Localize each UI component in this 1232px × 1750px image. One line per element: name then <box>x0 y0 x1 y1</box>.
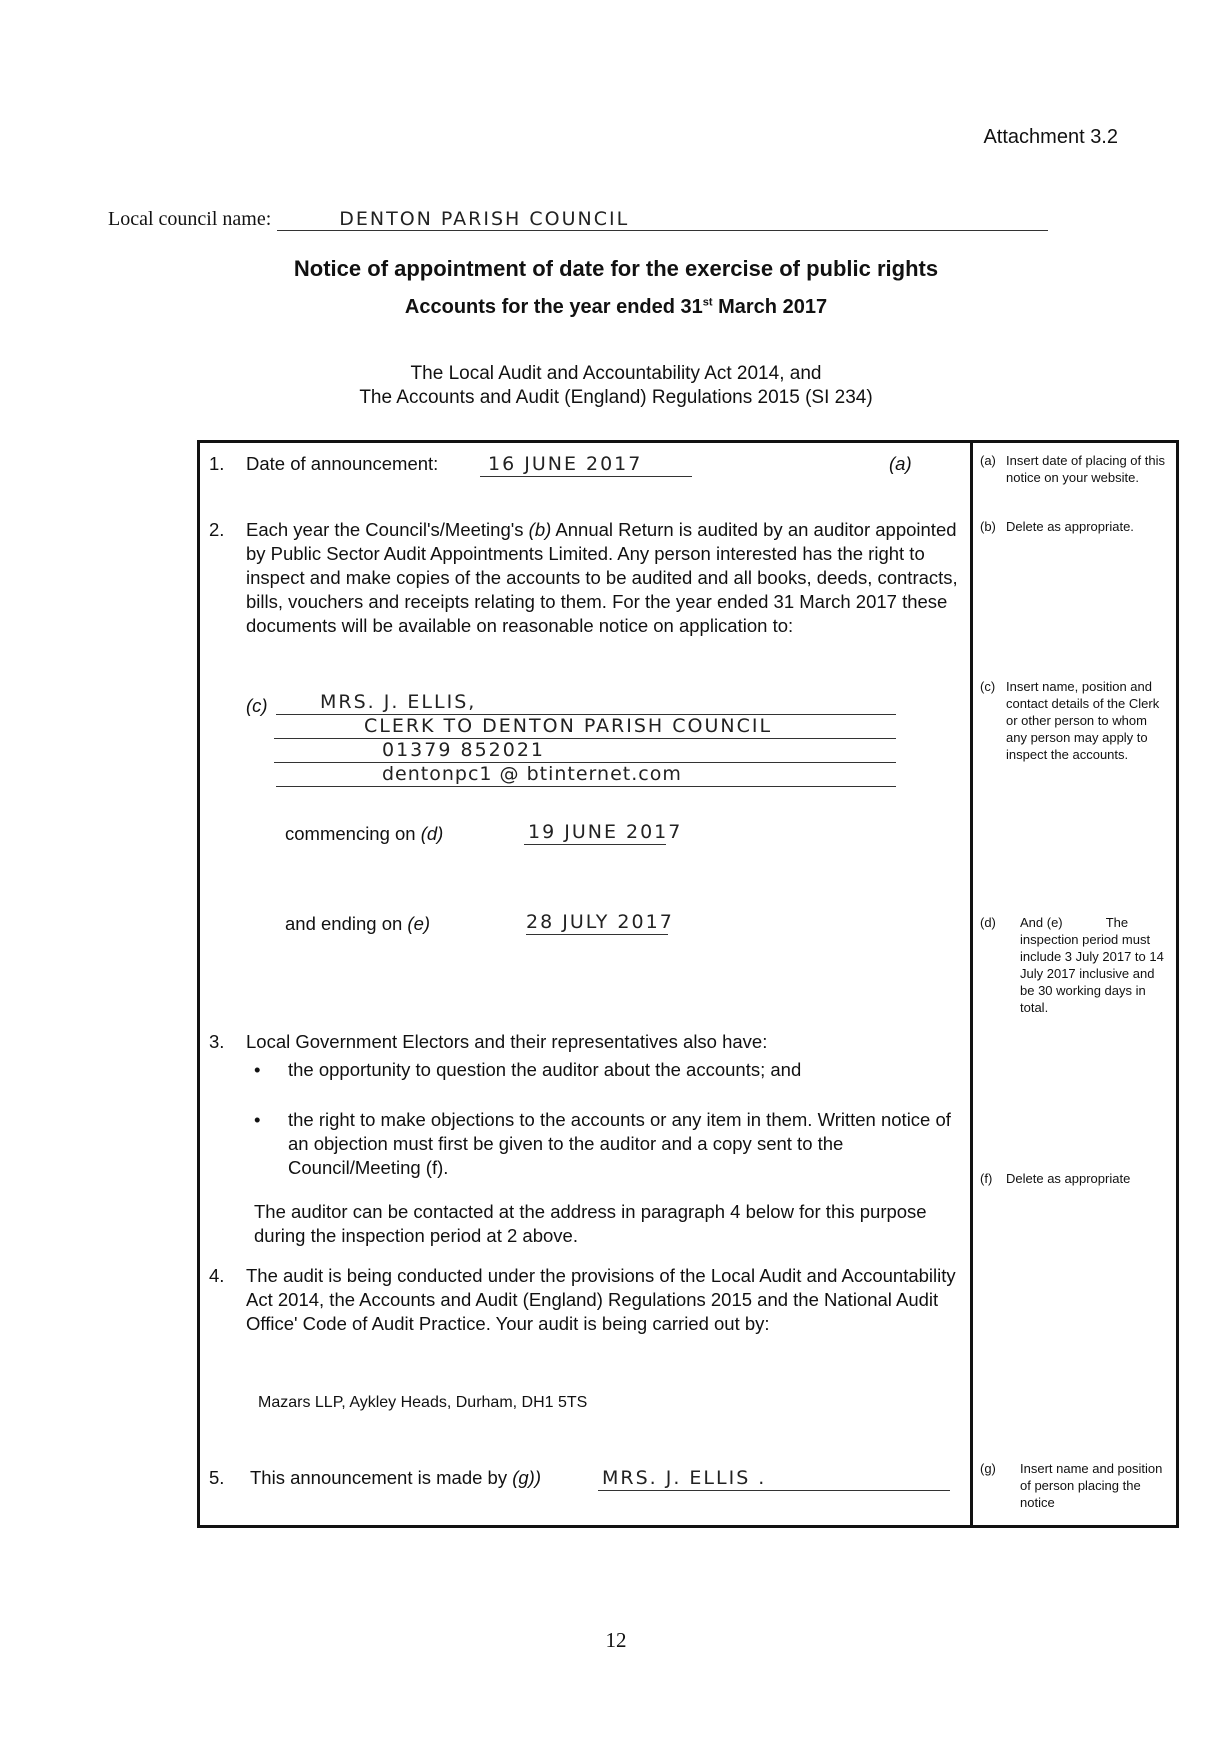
note-b-text: Delete as appropriate. <box>1006 519 1134 534</box>
note-d <box>980 914 1170 1016</box>
note-f-label: (f) <box>980 1171 993 1186</box>
note-f-text: Delete as appropriate <box>1006 1171 1131 1186</box>
section-2-text-pre: Each year the Council's/Meeting's <box>246 519 529 540</box>
note-c <box>980 678 1170 763</box>
note-d-label: (d) <box>980 915 996 930</box>
note-d-text: And (e) The inspection period must include 3 July 2017 to 14 July 2017 inclusive and be 30 working days in total. <box>1020 915 1168 1015</box>
commencing-label-text: commencing on <box>285 823 421 844</box>
note-c-label: (c) <box>980 679 996 694</box>
section-4-number: 4. <box>209 1265 225 1286</box>
contact-line-3-value: 01379 852021 <box>382 739 546 761</box>
section-3-number: 3. <box>209 1031 225 1052</box>
announcement-date-field[interactable] <box>480 452 692 477</box>
commencing-date-field[interactable] <box>524 818 683 845</box>
attachment-label: Attachment 3.2 <box>983 126 1118 148</box>
note-b-label: (b) <box>980 519 996 534</box>
subtitle-prefix: Accounts for the year ended 31 <box>404 296 703 318</box>
section-5-label-text: This announcement is made by <box>250 1467 513 1488</box>
bullet-icon: • <box>254 1109 261 1130</box>
council-name-label: Local council name: <box>108 208 272 230</box>
commencing-date-value: 19 JUNE 2017 <box>528 821 683 843</box>
council-name-value: DENTON PARISH COUNCIL <box>339 208 630 230</box>
bullet-icon: • <box>254 1059 261 1080</box>
note-b <box>980 518 1170 535</box>
announcement-by-field[interactable] <box>598 1464 950 1491</box>
ending-date-value: 28 JULY 2017 <box>526 911 674 933</box>
contact-line-3[interactable] <box>274 736 896 763</box>
announcement-by-value: MRS. J. ELLIS . <box>602 1467 767 1489</box>
section-5-label <box>250 1466 541 1490</box>
section-3-intro: Local Government Electors and their representatives also have: <box>246 1031 768 1052</box>
section-3-bullet-1: the opportunity to question the auditor about the accounts; and <box>288 1059 802 1080</box>
contact-line-4-value: dentonpc1 @ btinternet.com <box>382 763 682 785</box>
ending-label <box>285 912 430 936</box>
subtitle-suffix: March 2017 <box>712 296 828 318</box>
contact-marker: (c) <box>246 695 268 716</box>
section-2-text-post: Annual Return is audited by an auditor appointed by Public Sector Audit Appointments Limited. Any person interested has the right to inspect and make copies of the accounts to be audited and all books, deeds, contracts, bills, vouchers and receipts relating to them. For the year ended 31 March 2017 these documents will be available on reasonable notice on application to: <box>246 519 958 636</box>
page-number: 12 <box>605 1628 627 1652</box>
act-line-1: The Local Audit and Accountability Act 2014, and <box>410 363 822 384</box>
notes-column-divider <box>970 440 973 1528</box>
section-2-text <box>246 518 958 638</box>
subtitle-sup: st <box>702 296 713 309</box>
note-c-text: Insert name, position and contact details of the Clerk or other person to whom any person may apply to inspect the accounts. <box>1006 679 1160 762</box>
commencing-label <box>285 822 443 846</box>
section-1-marker: (a) <box>889 453 912 474</box>
note-a-text: Insert date of placing of this notice on your website. <box>1006 453 1165 485</box>
note-g-label: (g) <box>980 1461 996 1476</box>
ending-marker: (e) <box>407 913 431 934</box>
announcement-date-value: 16 JUNE 2017 <box>488 453 643 475</box>
note-f <box>980 1170 1170 1187</box>
section-3-bullet-2: the right to make objections to the accounts or any item in them. Written notice of an objection must first be given to the auditor and a copy sent to the Council/Meeting (f). <box>288 1109 951 1178</box>
note-g <box>980 1460 1170 1511</box>
contact-line-4[interactable] <box>276 760 896 787</box>
council-name-row <box>108 206 1048 231</box>
section-5-number: 5. <box>209 1467 225 1488</box>
section-2-marker: (b) <box>528 519 552 540</box>
contact-line-2-value: CLERK TO DENTON PARISH COUNCIL <box>364 715 773 737</box>
note-g-text: Insert name and position of person placing the notice <box>1020 1461 1163 1510</box>
notice-subtitle <box>0 296 1232 319</box>
section-1-label: Date of announcement: <box>246 453 439 474</box>
note-a <box>980 452 1170 486</box>
section-5-marker: (g)) <box>512 1467 542 1488</box>
council-name-field[interactable] <box>277 206 1048 231</box>
ending-label-text: and ending on <box>285 913 408 934</box>
section-3-contact-note: The auditor can be contacted at the address in paragraph 4 below for this purpose during the inspection period at 2 above. <box>254 1201 927 1246</box>
section-2-number: 2. <box>209 519 225 540</box>
ending-date-field[interactable] <box>526 908 674 935</box>
section-4-text: The audit is being conducted under the provisions of the Local Audit and Accountability Act 2014, the Accounts and Audit (England) Regulations 2015 and the National Audit Office' Code of Audit Practice. Your audit is being carried out by: <box>246 1265 956 1334</box>
auditor-address: Mazars LLP, Aykley Heads, Durham, DH1 5TS <box>258 1394 588 1411</box>
commencing-marker: (d) <box>420 823 444 844</box>
notice-title: Notice of appointment of date for the exercise of public rights <box>293 256 939 281</box>
note-a-label: (a) <box>980 453 996 468</box>
act-line-2: The Accounts and Audit (England) Regulations 2015 (SI 234) <box>359 387 873 408</box>
section-1-number: 1. <box>209 453 225 474</box>
contact-line-1-value: MRS. J. ELLIS, <box>320 691 477 713</box>
contact-line-2[interactable] <box>274 711 896 739</box>
